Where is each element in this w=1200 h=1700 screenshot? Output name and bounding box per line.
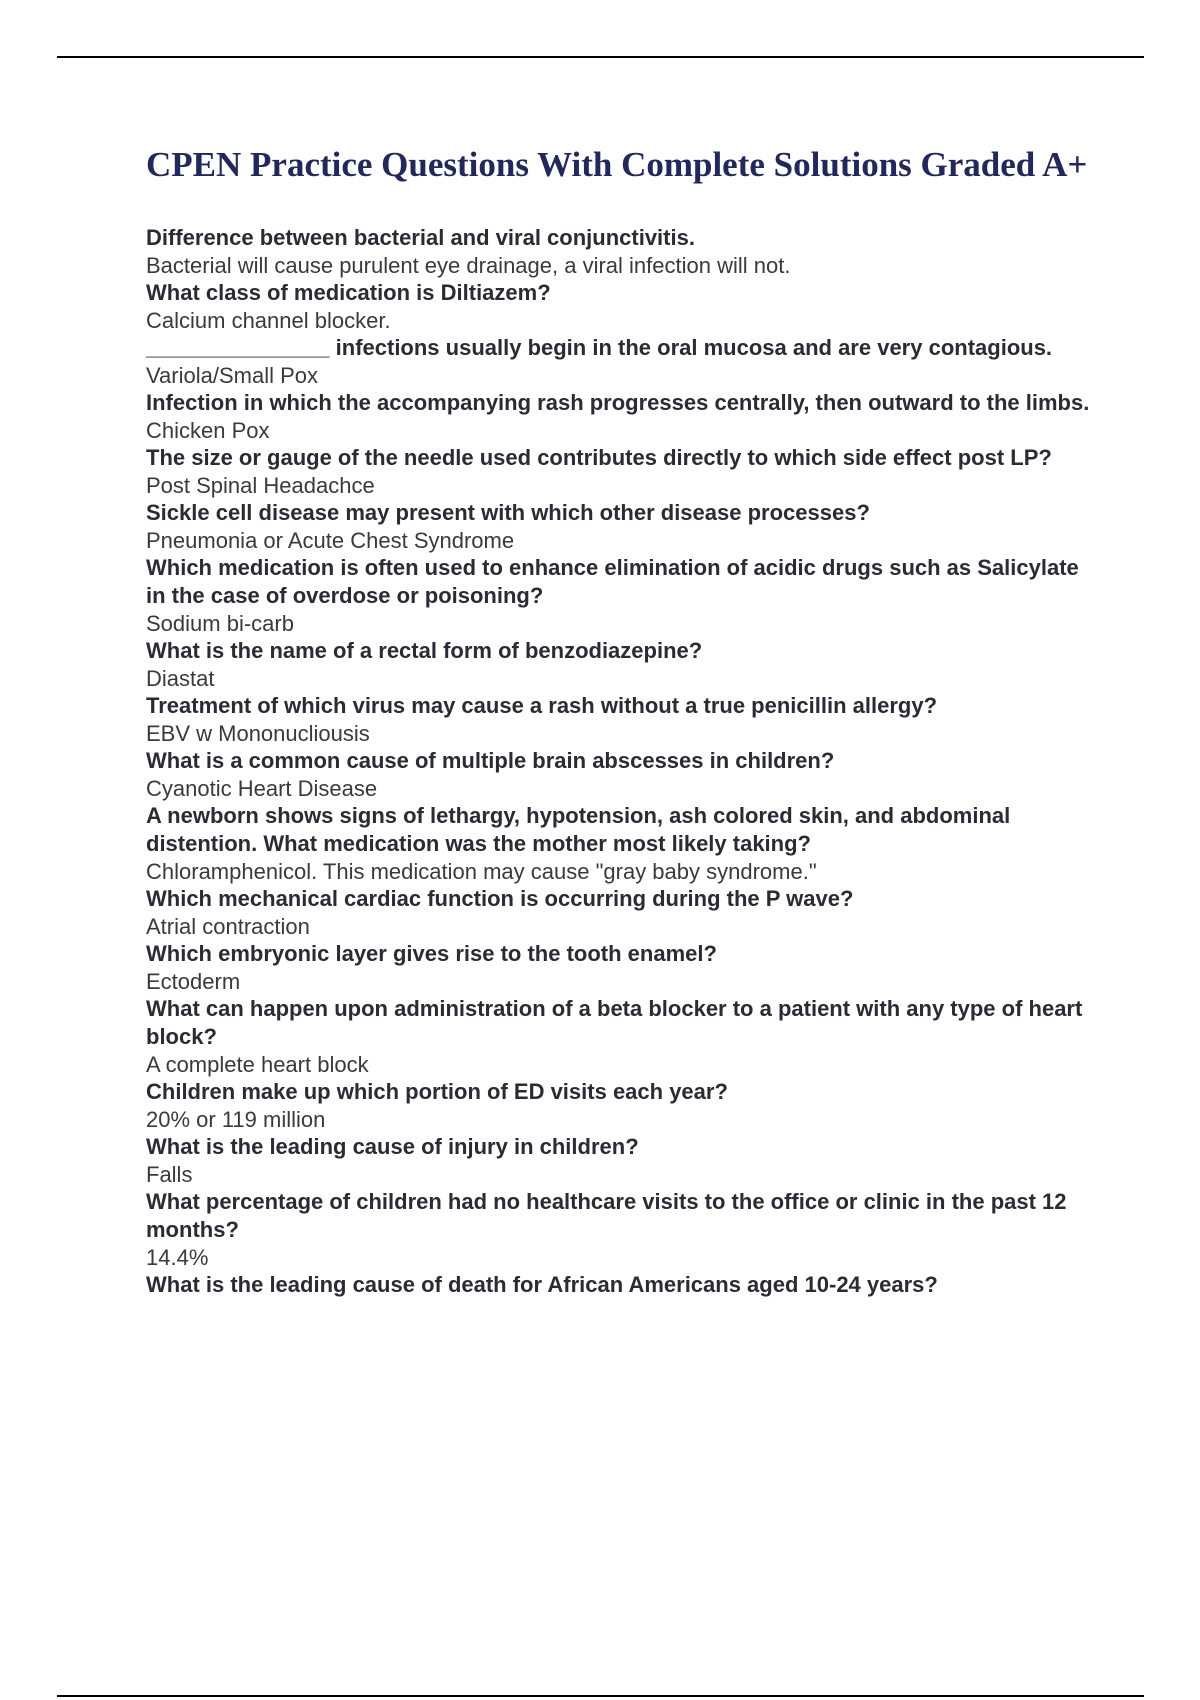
document-body — [146, 144, 1090, 1299]
qa-item — [146, 940, 1090, 995]
answer-text: Calcium channel blocker. — [146, 308, 391, 333]
answer-text: Chicken Pox — [146, 418, 270, 443]
qa-item — [146, 389, 1090, 444]
answer-text: Variola/Small Pox — [146, 363, 318, 388]
qa-item — [146, 224, 1090, 279]
qa-item — [146, 499, 1090, 554]
question-text: What can happen upon administration of a beta blocker to a patient with any type of heart block? — [146, 996, 1083, 1049]
qa-item — [146, 554, 1090, 637]
question-text: Infection in which the accompanying rash progresses centrally, then outward to the limbs. — [146, 390, 1090, 415]
answer-text: 14.4% — [146, 1245, 209, 1270]
answer-text: 20% or 119 million — [146, 1107, 326, 1132]
answer-text: A complete heart block — [146, 1052, 369, 1077]
answer-text: Cyanotic Heart Disease — [146, 776, 378, 801]
question-text: Which medication is often used to enhance elimination of acidic drugs such as Salicylate in the case of overdose or poisoning? — [146, 555, 1079, 608]
question-text: Which mechanical cardiac function is occurring during the P wave? — [146, 886, 854, 911]
answer-text: Pneumonia or Acute Chest Syndrome — [146, 528, 515, 553]
qa-item — [146, 637, 1090, 692]
answer-text: Sodium bi-carb — [146, 611, 294, 636]
qa-item — [146, 747, 1090, 802]
qa-item — [146, 995, 1090, 1078]
question-text: Sickle cell disease may present with which other disease processes? — [146, 500, 870, 525]
answer-text: Falls — [146, 1162, 193, 1187]
qa-item — [146, 885, 1090, 940]
question-text: What is a common cause of multiple brain abscesses in children? — [146, 748, 835, 773]
answer-text: Atrial contraction — [146, 914, 310, 939]
question-text: The size or gauge of the needle used contributes directly to which side effect post LP? — [146, 445, 1052, 470]
question-text: A newborn shows signs of lethargy, hypotension, ash colored skin, and abdominal distention. What medication was the mother most likely taking? — [146, 803, 1011, 856]
qa-item — [146, 802, 1090, 885]
qa-item — [146, 1078, 1090, 1133]
bottom-rule — [57, 1695, 1144, 1697]
question-text: Treatment of which virus may cause a rash without a true penicillin allergy? — [146, 693, 938, 718]
qa-item — [146, 444, 1090, 499]
question-text: What class of medication is Diltiazem? — [146, 280, 551, 305]
question-text: _______________ infections usually begin in the oral mucosa and are very contagious. — [146, 335, 1053, 360]
qa-item — [146, 279, 1090, 334]
answer-text: Chloramphenicol. This medication may cause "gray baby syndrome." — [146, 859, 817, 884]
answer-text: Ectoderm — [146, 969, 241, 994]
question-text: Children make up which portion of ED visits each year? — [146, 1079, 728, 1104]
question-text: Difference between bacterial and viral conjunctivitis. — [146, 225, 695, 250]
qa-item — [146, 334, 1090, 389]
top-rule — [57, 56, 1144, 58]
answer-text: Diastat — [146, 666, 215, 691]
question-text: What is the leading cause of death for African Americans aged 10-24 years? — [146, 1272, 938, 1297]
qa-list — [146, 224, 1090, 1299]
answer-text: Post Spinal Headachce — [146, 473, 375, 498]
question-text: Which embryonic layer gives rise to the tooth enamel? — [146, 941, 717, 966]
answer-text: EBV w Mononucliousis — [146, 721, 370, 746]
question-text: What percentage of children had no healthcare visits to the office or clinic in the past 12 months? — [146, 1189, 1067, 1242]
qa-item — [146, 692, 1090, 747]
qa-item — [146, 1271, 1090, 1299]
document-title: CPEN Practice Questions With Complete Solutions Graded A+ — [146, 145, 1088, 184]
question-text: What is the leading cause of injury in children? — [146, 1134, 639, 1159]
qa-item — [146, 1188, 1090, 1271]
qa-item — [146, 1133, 1090, 1188]
question-text: What is the name of a rectal form of benzodiazepine? — [146, 638, 703, 663]
answer-text: Bacterial will cause purulent eye drainage, a viral infection will not. — [146, 253, 791, 278]
